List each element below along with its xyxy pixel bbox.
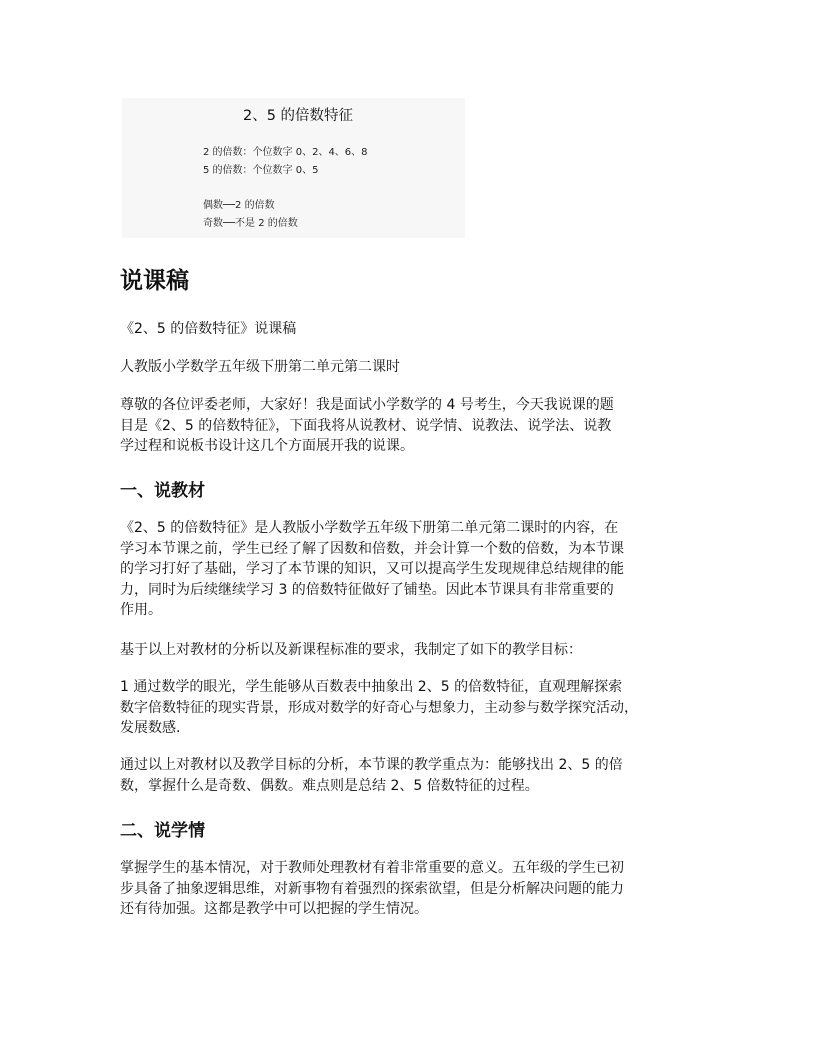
text-line: 发展数感.	[120, 720, 181, 736]
text-line: 尊敬的各位评委老师，大家好！我是面试小学数学的 4 号考生，今天我说课的题	[120, 397, 614, 413]
board-line-4: 奇数──不是 2 的倍数	[203, 218, 298, 229]
section-heading-textbook: 一、说教材	[120, 481, 205, 501]
textbook-info-line	[120, 357, 706, 378]
text-line: 人教版小学数学五年级下册第二单元第二课时	[120, 359, 400, 375]
text-line: 数，掌握什么是奇数、偶数。难点则是总结 2、5 倍数特征的过程。	[120, 777, 539, 794]
lesson-title-line	[120, 319, 706, 340]
text-line: 《2、5 的倍数特征》说课稿	[120, 321, 297, 337]
text-line: 作用。	[120, 602, 162, 618]
board-line-1: 2 的倍数：个位数字 0、2、4、6、8	[203, 147, 368, 158]
text-line: 通过以上对教材以及教学目标的分析，本节课的教学重点为：能够找出 2、5 的倍	[120, 757, 623, 773]
board-title: 2、5 的倍数特征	[243, 108, 354, 124]
textbook-paragraph-2	[120, 640, 706, 661]
board-line-3: 偶数──2 的倍数	[203, 200, 275, 211]
textbook-paragraph-1	[120, 518, 706, 621]
text-line: 步具备了抽象逻辑思维，对新事物有着强烈的探索欲望，但是分析解决问题的能力	[120, 880, 624, 897]
section-heading-students: 二、说学情	[120, 821, 205, 841]
text-line: 的学习打好了基础，学习了本节课的知识，又可以提高学生发现规律总结规律的能	[120, 561, 624, 577]
text-line: 基于以上对教材的分析以及新课程标准的要求，我制定了如下的教学目标：	[120, 642, 582, 658]
teaching-goal-paragraph	[120, 677, 706, 739]
key-points-paragraph	[120, 755, 706, 796]
text-line: 还有待加强。这都是教学中可以把握的学生情况。	[120, 901, 428, 917]
text-line: 学习本节课之前，学生已经了解了因数和倍数，并会计算一个数的倍数，为本节课	[120, 540, 624, 557]
text-line: 《2、5 的倍数特征》是人教版小学数学五年级下册第二单元第二课时的内容，在	[120, 520, 619, 536]
text-line: 力，同时为后续继续学习 3 的倍数特征做好了铺垫。因此本节课具有非常重要的	[120, 581, 614, 598]
text-line: 掌握学生的基本情况，对于教师处理教材有着非常重要的意义。五年级的学生已初	[120, 860, 624, 876]
text-line: 1 通过数学的眼光，学生能够从百数表中抽象出 2、5 的倍数特征，直观理解探索	[120, 679, 623, 695]
board-line-2: 5 的倍数：个位数字 0、5	[203, 165, 319, 176]
document-title: 说课稿	[120, 268, 189, 294]
students-paragraph	[120, 858, 706, 920]
intro-paragraph	[120, 395, 706, 457]
text-line: 目是《2、5 的倍数特征》，下面我将从说教材、说学情、说教法、说学法、说教	[120, 417, 612, 434]
text-line: 学过程和说板书设计这几个方面展开我的说课。	[120, 438, 414, 454]
text-line: 数字倍数特征的现实背景，形成对数学的好奇心与想象力，主动参与数学探究活动，	[120, 699, 638, 716]
